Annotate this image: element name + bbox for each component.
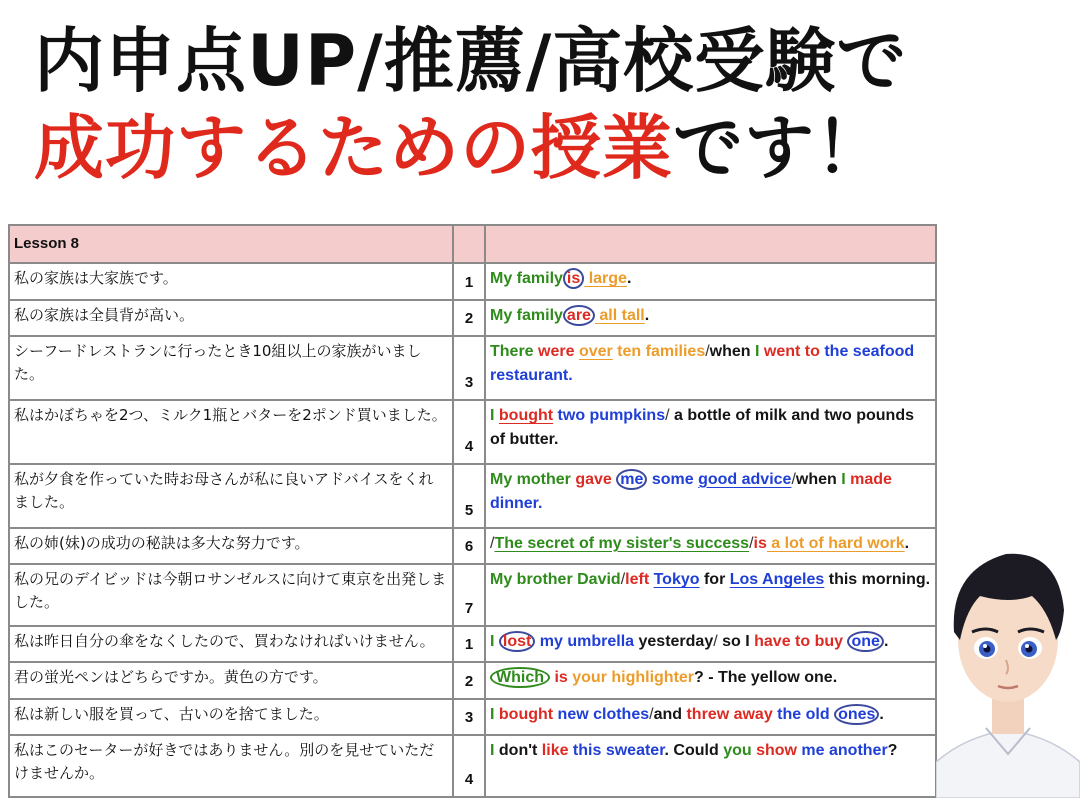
sentence-number: 2 <box>453 662 485 699</box>
english-segment: this sweater <box>568 742 665 760</box>
table-row <box>9 735 936 797</box>
english-segment: Los Angeles <box>729 571 825 589</box>
english-segment: the seafood restaurant. <box>490 343 915 384</box>
lesson-table <box>8 224 937 798</box>
japanese-sentence: 私は新しい服を買って、古いのを捨てました。 <box>9 699 453 736</box>
english-segment: made <box>845 470 892 488</box>
english-segment: new clothes <box>553 705 650 723</box>
english-segment: . <box>904 534 910 552</box>
english-segment: me <box>616 469 647 490</box>
english-segment: My brother David <box>490 571 621 589</box>
lesson-header: Lesson 8 <box>9 225 453 263</box>
japanese-sentence: 私はかぼちゃを2つ、ミルク1瓶とバターを2ポンド買いました。 <box>9 400 453 464</box>
english-sentence <box>485 564 936 626</box>
english-sentence <box>485 662 936 699</box>
english-segment: My mother <box>490 470 576 488</box>
english-segment: I <box>841 470 846 488</box>
english-segment: two pumpkins <box>553 406 666 424</box>
english-segment: ? <box>887 742 898 760</box>
table-row <box>9 626 936 663</box>
table-row <box>9 662 936 699</box>
english-segment: some <box>647 470 699 488</box>
english-segment: over <box>578 343 613 360</box>
sentence-number: 1 <box>453 263 485 300</box>
table-row <box>9 300 936 337</box>
lesson-header-row <box>9 225 936 263</box>
table-row <box>9 528 936 565</box>
english-segment: is <box>563 268 584 289</box>
english-segment: . <box>644 306 650 324</box>
english-segment: / <box>490 534 495 552</box>
english-sentence <box>485 336 936 400</box>
english-sentence <box>485 735 936 797</box>
english-segment: ones <box>834 704 879 725</box>
page-title: 内申点UP/推薦/高校受験で <box>34 20 908 102</box>
english-segment: I <box>490 406 499 424</box>
english-segment: a lot of hard work <box>766 534 905 552</box>
english-segment: / <box>713 632 718 650</box>
english-segment: / <box>749 534 754 552</box>
english-segment: yesterday <box>634 632 714 650</box>
subtitle-black: です！ <box>673 107 886 189</box>
english-segment: dinner. <box>490 494 543 512</box>
english-segment: Tokyo <box>653 571 700 589</box>
english-segment: left <box>625 571 654 589</box>
english-segment: is <box>550 669 568 687</box>
english-segment: show <box>756 742 802 760</box>
table-row <box>9 263 936 300</box>
english-segment: . <box>626 270 632 287</box>
japanese-sentence: 私の姉(妹)の成功の秘訣は多大な努力です。 <box>9 528 453 565</box>
english-segment: lost <box>499 631 535 652</box>
english-segment: / <box>620 571 626 589</box>
english-sentence <box>485 699 936 736</box>
table-row <box>9 564 936 626</box>
english-sentence <box>485 400 936 464</box>
japanese-sentence: 私は昨日自分の傘をなくしたので、買わなければいけません。 <box>9 626 453 663</box>
table-row <box>9 464 936 528</box>
english-segment: I <box>490 705 499 723</box>
sentence-number: 6 <box>453 528 485 565</box>
subtitle-red: 成功するための授業 <box>34 107 673 189</box>
sentence-number: 4 <box>453 735 485 797</box>
sentence-number: 5 <box>453 464 485 528</box>
english-segment: gave <box>575 470 617 488</box>
english-segment: . Could <box>664 742 724 760</box>
english-segment: and <box>653 705 687 723</box>
japanese-sentence: 私が夕食を作っていた時お母さんが私に良いアドバイスをくれました。 <box>9 464 453 528</box>
english-sentence <box>485 626 936 663</box>
table-row <box>9 400 936 464</box>
english-segment: My family <box>490 270 563 287</box>
japanese-sentence: 私の家族は大家族です。 <box>9 263 453 300</box>
english-segment: are <box>563 305 595 326</box>
english-segment: one <box>847 631 883 652</box>
english-segment: My family <box>490 306 563 324</box>
english-segment: Which <box>490 667 550 688</box>
english-segment: I <box>490 742 499 760</box>
english-segment: so I <box>717 632 755 650</box>
sentence-number: 1 <box>453 626 485 663</box>
japanese-sentence: 君の蛍光ペンはどちらですか。黄色の方です。 <box>9 662 453 699</box>
english-segment: ten families <box>612 343 706 360</box>
english-segment: . <box>883 632 889 650</box>
english-segment: threw away <box>686 705 773 723</box>
english-segment: I <box>490 632 499 650</box>
english-segment: your highlighter <box>567 669 695 687</box>
japanese-sentence: シーフードレストランに行ったとき10組以上の家族がいました。 <box>9 336 453 400</box>
lesson-header-en <box>485 225 936 263</box>
english-segment: ? - The yellow one. <box>694 669 838 687</box>
page-subtitle <box>34 107 886 189</box>
english-segment: me another <box>801 742 888 760</box>
english-sentence <box>485 300 936 337</box>
english-segment: / <box>791 470 796 488</box>
english-segment: bought <box>498 705 554 723</box>
sentence-number: 3 <box>453 699 485 736</box>
english-segment: have to buy <box>754 632 848 650</box>
english-segment: like <box>541 742 569 760</box>
english-segment: this morning. <box>824 571 931 589</box>
english-segment: / <box>665 406 670 424</box>
english-segment: / <box>705 343 710 360</box>
lesson-header-num <box>453 225 485 263</box>
english-segment: the old <box>772 705 835 723</box>
english-sentence <box>485 263 936 300</box>
english-segment: bought <box>498 406 554 424</box>
english-segment: when <box>709 343 756 360</box>
japanese-sentence: 私の家族は全員背が高い。 <box>9 300 453 337</box>
table-row <box>9 699 936 736</box>
english-segment: is <box>753 534 767 552</box>
teacher-avatar-icon <box>936 540 1080 798</box>
english-segment: / <box>649 705 654 723</box>
english-sentence <box>485 528 936 565</box>
english-segment: for <box>699 571 730 589</box>
sentence-number: 4 <box>453 400 485 464</box>
sentence-number: 7 <box>453 564 485 626</box>
english-segment: There <box>490 343 534 360</box>
english-segment: I <box>755 343 760 360</box>
english-segment: large <box>584 270 627 287</box>
english-segment: when <box>795 470 842 488</box>
english-segment: went to <box>759 343 820 360</box>
sentence-number: 3 <box>453 336 485 400</box>
english-segment: my umbrella <box>535 632 635 650</box>
japanese-sentence: 私の兄のデイビッドは今朝ロサンゼルスに向けて東京を出発しました。 <box>9 564 453 626</box>
english-segment: you <box>723 742 757 760</box>
english-segment: don't <box>498 742 542 760</box>
english-segment: good advice <box>698 470 792 488</box>
english-segment: all tall <box>594 306 645 324</box>
english-segment: . <box>879 705 884 723</box>
english-segment: a bottle of milk and two pounds of butter. <box>490 406 914 448</box>
english-sentence <box>485 464 936 528</box>
english-segment: The secret of my sister's success <box>494 534 750 552</box>
sentence-number: 2 <box>453 300 485 337</box>
japanese-sentence: 私はこのセーターが好きではありません。別のを見せていただけませんか。 <box>9 735 453 797</box>
english-segment: were <box>533 343 579 360</box>
table-row <box>9 336 936 400</box>
